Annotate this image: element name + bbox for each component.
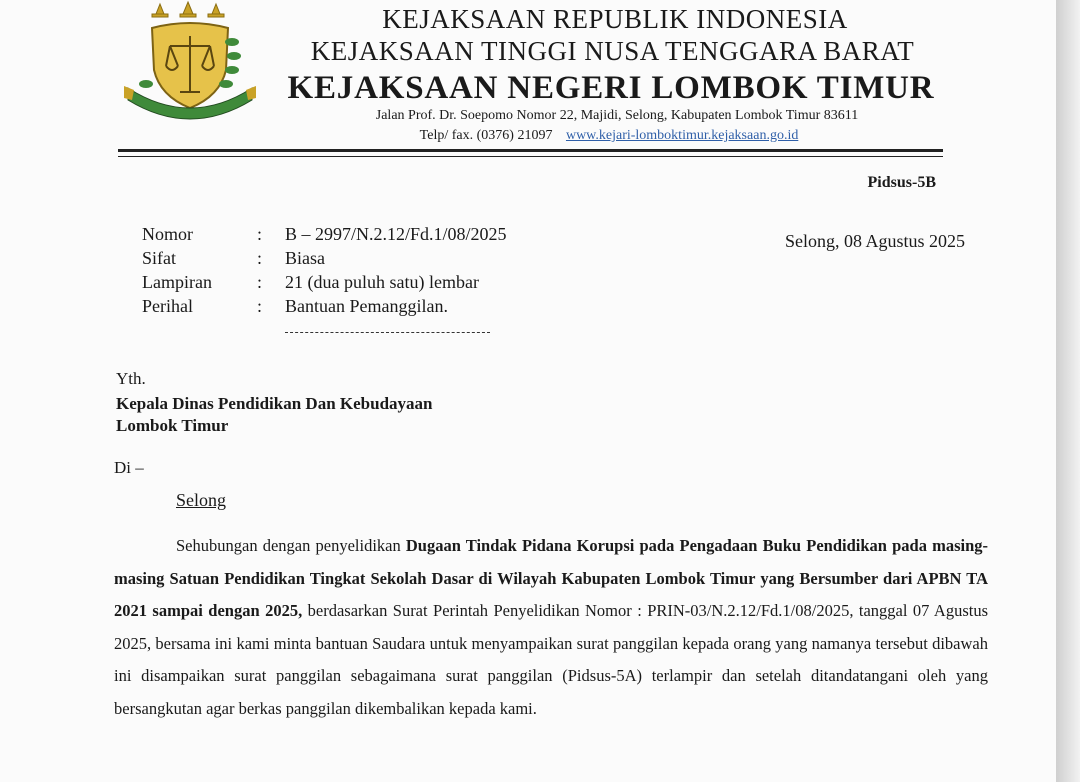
- letterhead-contact: [0, 128, 1056, 144]
- meta-row-perihal: [142, 294, 507, 318]
- meta-dashed-rule: [285, 332, 490, 333]
- meta-row-sifat: [142, 246, 507, 270]
- recipient-line-1: Kepala Dinas Pendidikan Dan Kebudayaan: [116, 394, 433, 413]
- page-edge: [1056, 0, 1080, 782]
- meta-separator: :: [257, 224, 263, 244]
- letterhead-institution: KEJAKSAAN REPUBLIK INDONESIA: [382, 4, 848, 34]
- meta-separator: :: [257, 296, 263, 316]
- letterhead-high-office: KEJAKSAAN TINGGI NUSA TENGGARA BARAT: [310, 36, 915, 66]
- body-part-1: Sehubungan dengan penyelidikan: [176, 536, 406, 555]
- letterhead-rule-thick: [118, 149, 943, 152]
- recipient-di: Di –: [114, 458, 144, 477]
- meta-value: Biasa: [285, 248, 325, 268]
- body-bold-subject: Dugaan Tindak Pidana Korupsi pada Pengadaan Buku Pendidikan pada masing-masing Satuan Pendidikan Tingkat Sekolah Dasar di Wilayah Kabupaten Lombok Timur yang Bersumber dari APBN TA 2021 sampai dengan 2025,: [114, 536, 989, 620]
- letter-meta: [142, 222, 507, 318]
- meta-row-lampiran: [142, 270, 507, 294]
- meta-row-nomor: [142, 222, 507, 246]
- letterhead-district-office: KEJAKSAAN NEGERI LOMBOK TIMUR: [287, 70, 935, 106]
- letterhead-phone: Telp/ fax. (0376) 21097: [419, 128, 553, 143]
- salutation: Yth.: [116, 369, 146, 388]
- body-part-2: berdasarkan Surat Perintah Penyelidikan Nomor : PRIN-03/N.2.12/Fd.1/08/2025, tanggal 07 Agustus 2025, bersama ini kami minta bantuan Saudara untuk menyampaikan surat panggilan kepada orang yang namanya tersebut dibawah ini disampaikan surat panggilan sebagaimana surat panggilan (Pidsus-5A) terlampir dan setelah ditandatangani oleh yang bersangkutan agar berkas panggilan dikembalikan kepada kami.: [114, 601, 989, 718]
- meta-label: Lampiran: [142, 272, 212, 292]
- meta-value: Bantuan Pemanggilan.: [285, 296, 448, 316]
- recipient-city: Selong: [176, 490, 227, 510]
- letterhead-address: Jalan Prof. Dr. Soepomo Nomor 22, Majidi, Selong, Kabupaten Lombok Timur 83611: [375, 108, 859, 123]
- letterhead-rule-thin: [118, 156, 943, 157]
- meta-label: Sifat: [142, 248, 176, 268]
- meta-label: Perihal: [142, 296, 193, 316]
- letter-body: [114, 530, 988, 725]
- meta-separator: :: [257, 272, 263, 292]
- place-date: Selong, 08 Agustus 2025: [784, 231, 965, 251]
- meta-value: 21 (dua puluh satu) lembar: [285, 272, 479, 292]
- letterhead-website-link[interactable]: www.kejari-lomboktimur.kejaksaan.go.id: [565, 128, 799, 143]
- meta-value: B – 2997/N.2.12/Fd.1/08/2025: [285, 224, 507, 244]
- meta-label: Nomor: [142, 224, 193, 244]
- recipient-name: [116, 393, 432, 437]
- meta-separator: :: [257, 248, 263, 268]
- recipient-line-2: Lombok Timur: [116, 416, 229, 435]
- form-code: Pidsus-5B: [867, 174, 936, 191]
